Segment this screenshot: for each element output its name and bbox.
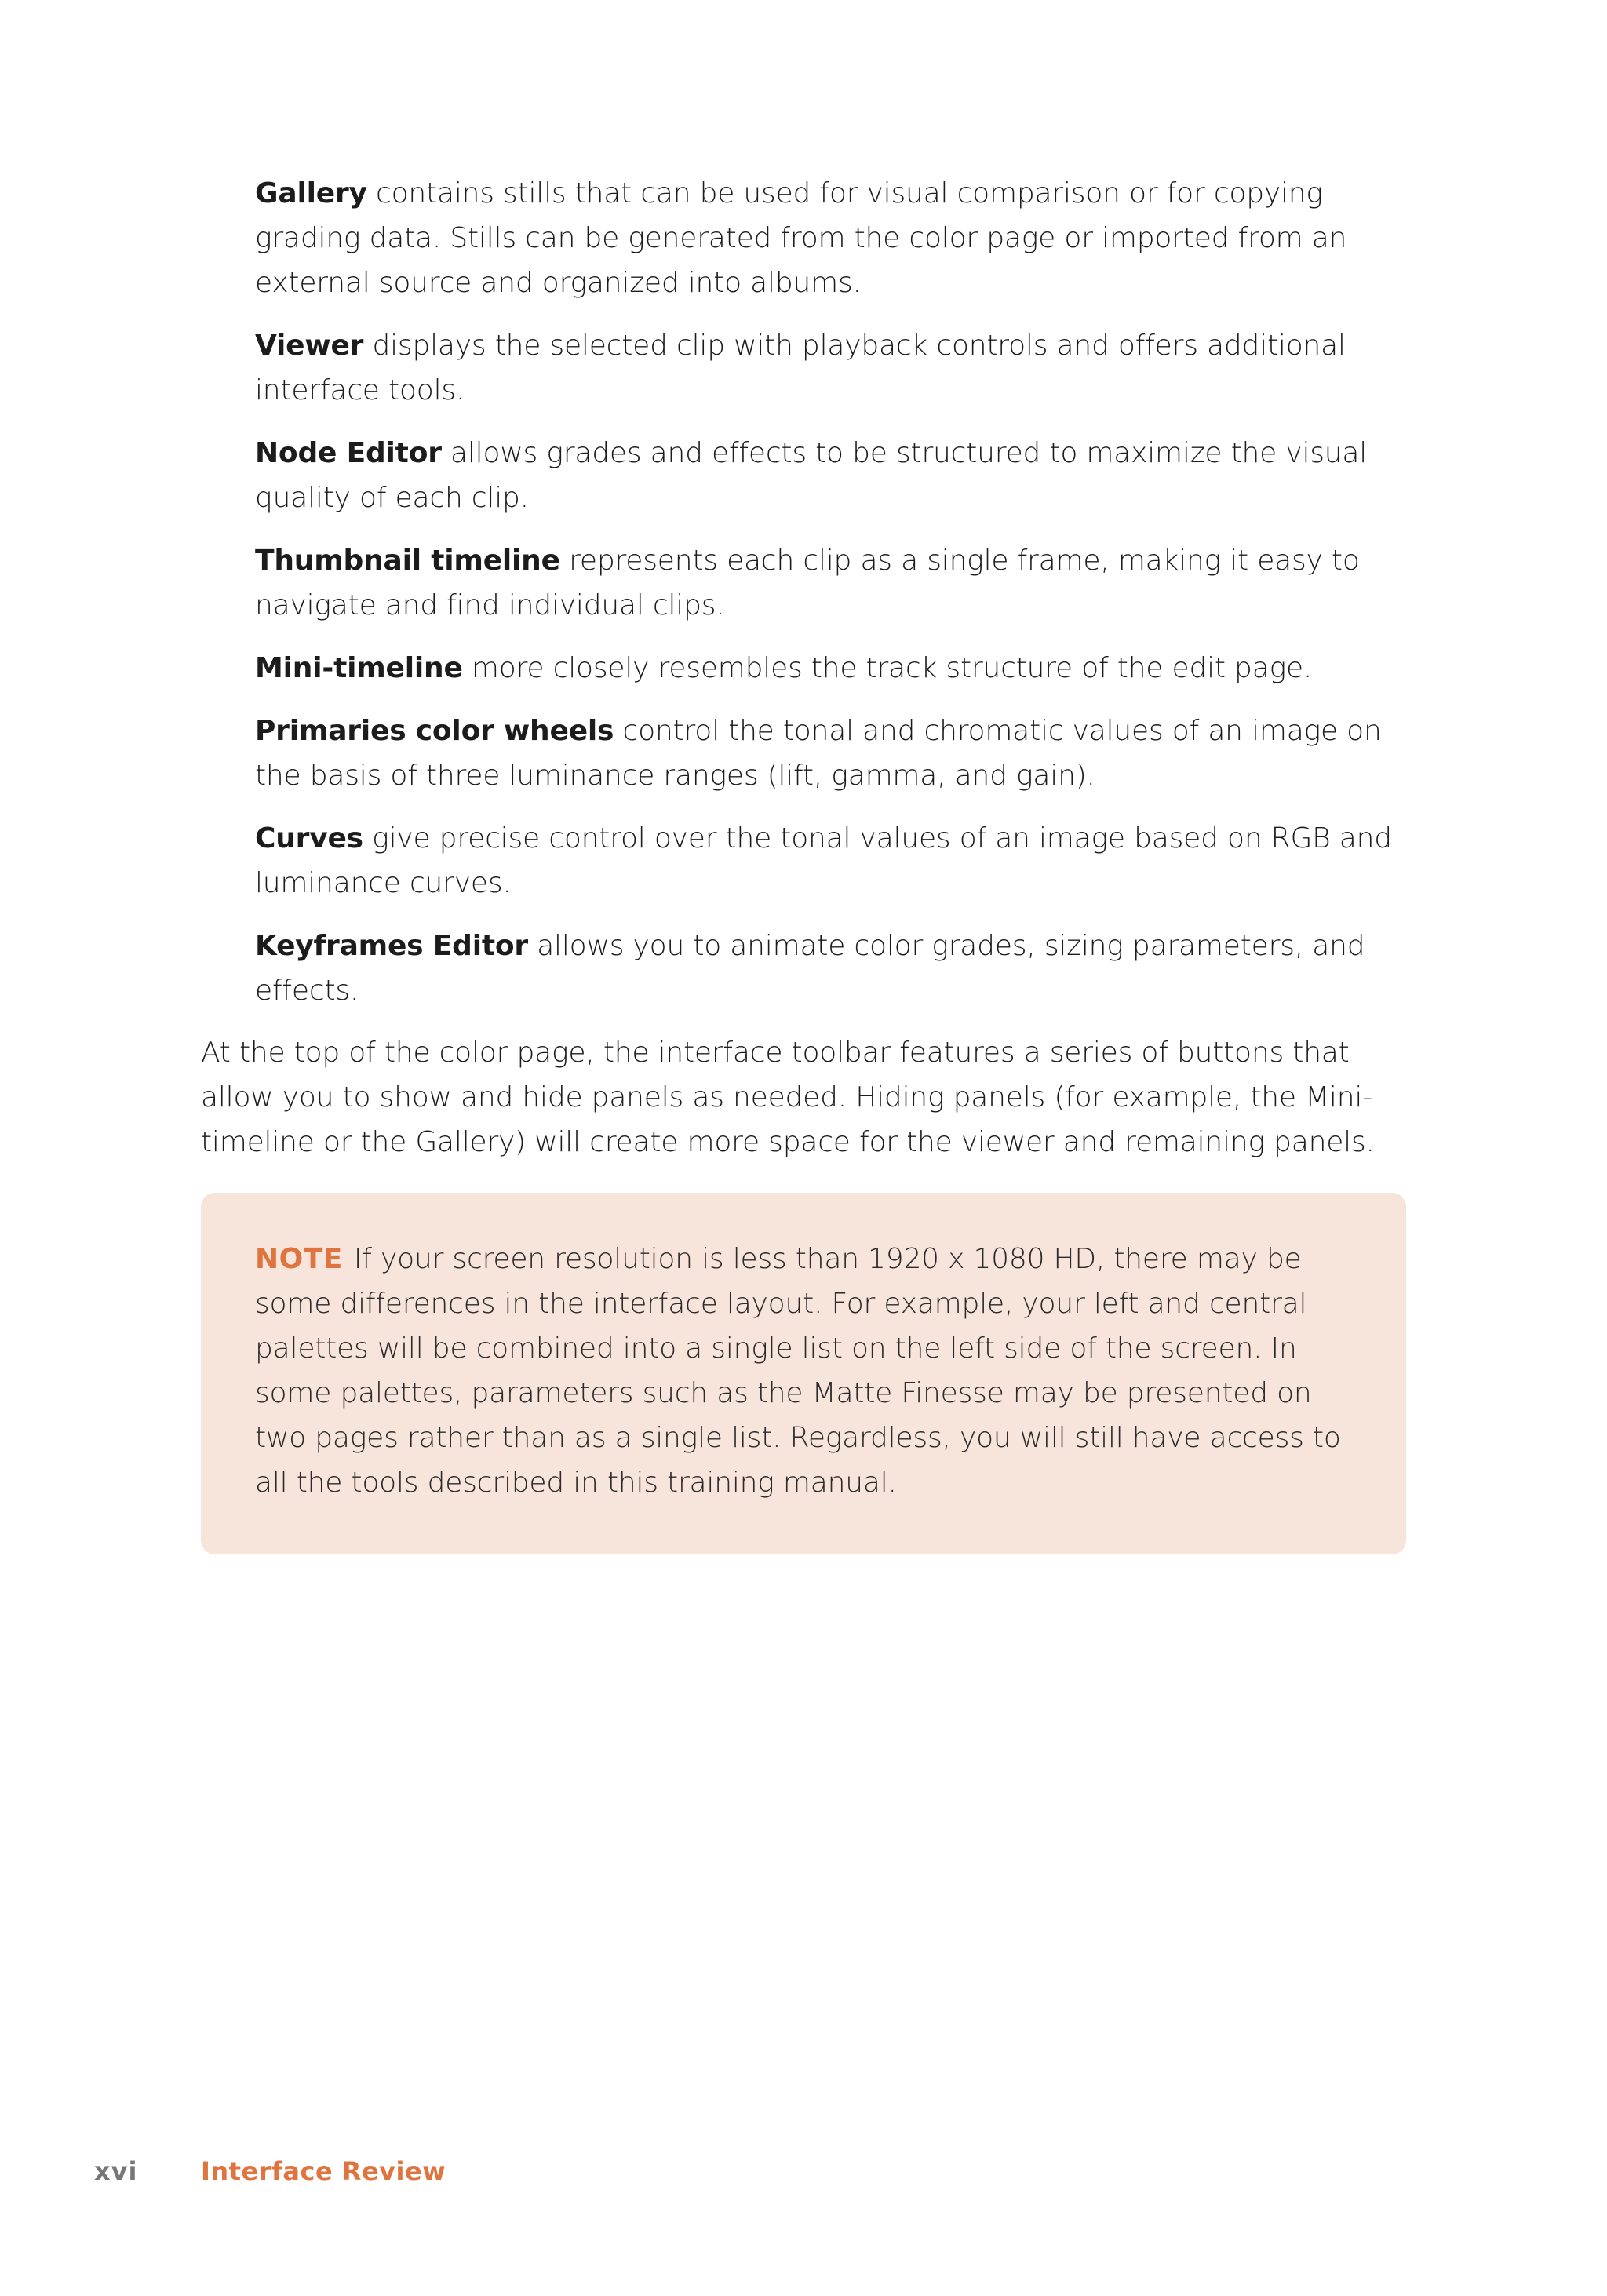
definition-term: Viewer (255, 330, 364, 362)
note-label: NOTE (255, 1243, 343, 1275)
definition-text: represents each clip as a single frame, making it easy to navigate and find individual clips. (255, 545, 1360, 621)
definition-text: control the tonal and chromatic values of an image on the basis of three luminance ranges (lift, gamma, and gain). (255, 715, 1382, 792)
definition-gallery (255, 171, 1416, 305)
definition-term: Primaries color wheels (255, 715, 614, 747)
definition-term: Mini-timeline (255, 652, 463, 684)
definition-text: give precise control over the tonal values of an image based on RGB and luminance curves. (255, 822, 1392, 899)
definition-term: Thumbnail timeline (255, 545, 560, 577)
definition-text: more closely resembles the track structure of the edit page. (462, 652, 1313, 684)
definition-term: Curves (255, 822, 363, 855)
definition-mini-timeline (255, 646, 1416, 691)
definition-text: allows you to animate color grades, sizing parameters, and effects. (255, 930, 1365, 1007)
section-title: Interface Review (201, 2156, 446, 2186)
definition-keyframes-editor (255, 924, 1416, 1013)
definition-term: Keyframes Editor (255, 930, 528, 962)
definition-viewer (255, 323, 1416, 413)
definition-text: displays the selected clip with playback controls and offers additional interface tools. (255, 330, 1346, 406)
page-number: xvi (94, 2156, 138, 2186)
definition-text: allows grades and effects to be structured to maximize the visual quality of each clip. (255, 437, 1368, 514)
definition-node-editor (255, 431, 1416, 520)
definition-thumbnail-timeline (255, 538, 1416, 628)
definition-term: Gallery (255, 177, 367, 210)
definition-term: Node Editor (255, 437, 442, 469)
definition-curves (255, 816, 1416, 906)
definition-list (255, 171, 1416, 1031)
note-text: If your screen resolution is less than 1920 x 1080 HD, there may be some differences in the interface layout. For example, your left and central palettes will be combined into a single list on the left side of the screen. In some palettes, parameters such as the Matte Finesse may be presented on two pages rather than as a single list. Regardless, you will still have access to all the tools described in this training manual. (255, 1243, 1341, 1499)
note-paragraph (255, 1237, 1351, 1505)
note-box (201, 1193, 1406, 1554)
definition-text: contains stills that can be used for visual comparison or for copying grading data. Stills can be generated from the color page or imported from an external source and organized into albums. (255, 177, 1347, 299)
definition-primaries-color-wheels (255, 709, 1416, 798)
toolbar-paragraph: At the top of the color page, the interface toolbar features a series of buttons that allow you to show and hide panels as needed. Hiding panels (for example, the Mini-timeline or the Gallery) will create more space for the viewer and remaining panels. (201, 1037, 1375, 1158)
